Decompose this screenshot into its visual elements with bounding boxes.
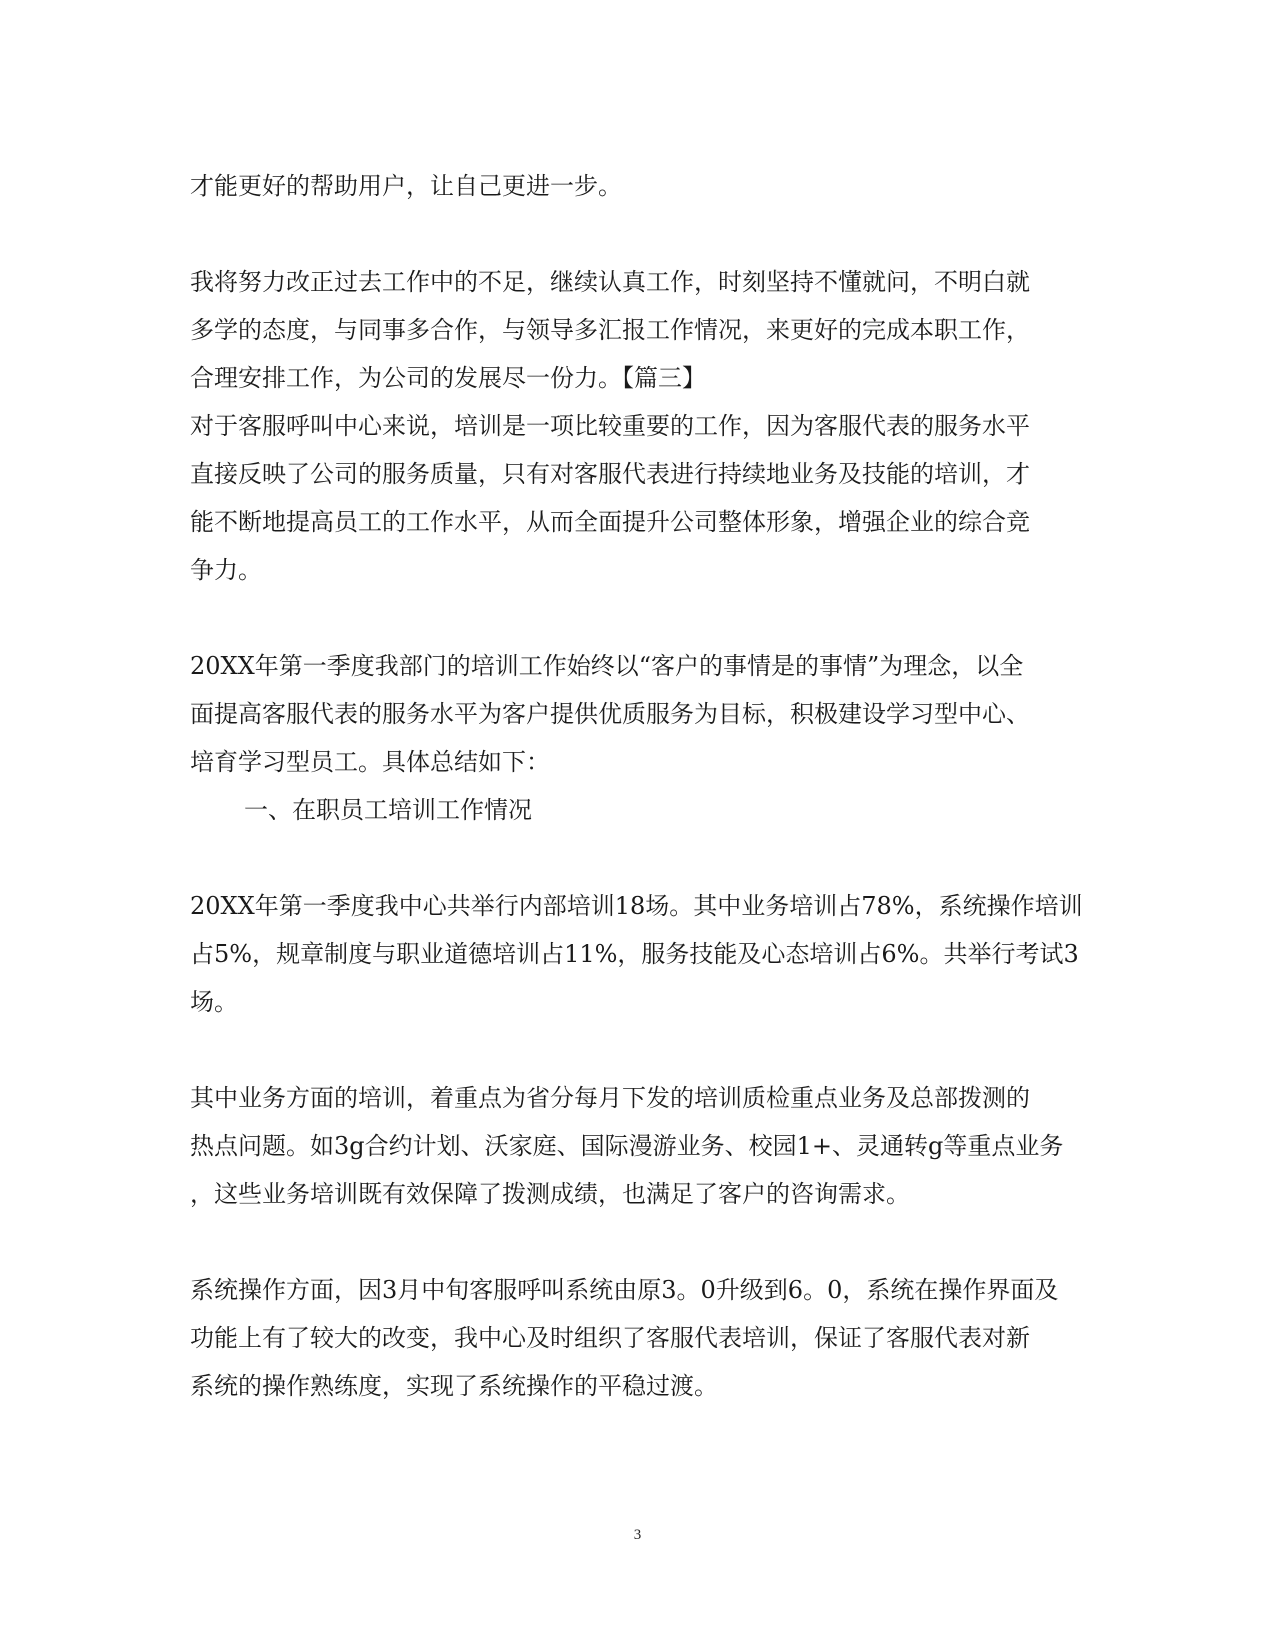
text-line: 能不断地提高员工的工作水平，从而全面提升公司整体形象，增强企业的综合竞 <box>190 508 1030 536</box>
text-line: 才能更好的帮助用户，让自己更进一步。 <box>190 172 622 200</box>
text-line: 直接反映了公司的服务质量，只有对客服代表进行持续地业务及技能的培训，才 <box>190 460 1030 488</box>
text-line: 面提高客服代表的服务水平为客户提供优质服务为目标，积极建设学习型中心、 <box>190 700 1030 728</box>
text-line: 系统操作方面，因3月中旬客服呼叫系统由原3。0升级到6。0，系统在操作界面及 <box>190 1276 1059 1304</box>
text-line: ，这些业务培训既有效保障了拨测成绩，也满足了客户的咨询需求。 <box>190 1180 910 1208</box>
paragraph-2 <box>190 258 1090 594</box>
text-line: 培育学习型员工。具体总结如下： <box>190 748 550 776</box>
text-line: 20XX年第一季度我部门的培训工作始终以“客户的事情是的事情”为理念，以全 <box>190 652 1024 680</box>
text-line: 功能上有了较大的改变，我中心及时组织了客服代表培训，保证了客服代表对新 <box>190 1324 1030 1352</box>
paragraph-5 <box>190 1074 1090 1218</box>
section-heading <box>190 786 1090 834</box>
text-line: 20XX年第一季度我中心共举行内部培训18场。其中业务培训占78%，系统操作培训 <box>190 892 1083 920</box>
text-line: 争力。 <box>190 556 262 584</box>
text-line: 我将努力改正过去工作中的不足，继续认真工作，时刻坚持不懂就问，不明白就 <box>190 268 1030 296</box>
text-line: 占5%，规章制度与职业道德培训占11%，服务技能及心态培训占6%。共举行考试3 <box>190 940 1079 968</box>
text-line: 合理安排工作，为公司的发展尽一份力。【篇三】 <box>190 364 706 392</box>
document-body <box>190 162 1090 1410</box>
text-line: 系统的操作熟练度，实现了系统操作的平稳过渡。 <box>190 1372 718 1400</box>
paragraph-4 <box>190 882 1090 1026</box>
text-line: 场。 <box>190 988 238 1016</box>
text-line: 其中业务方面的培训，着重点为省分每月下发的培训质检重点业务及总部拨测的 <box>190 1084 1030 1112</box>
page-number: 3 <box>633 1527 642 1543</box>
text-line: 对于客服呼叫中心来说，培训是一项比较重要的工作，因为客服代表的服务水平 <box>190 412 1030 440</box>
text-line: 热点问题。如3g合约计划、沃家庭、国际漫游业务、校园1+、灵通转g等重点业务 <box>190 1132 1064 1160</box>
paragraph-1 <box>190 162 1090 210</box>
paragraph-3 <box>190 642 1090 786</box>
section-heading-text: 一、在职员工培训工作情况 <box>244 796 532 824</box>
text-line: 多学的态度，与同事多合作，与领导多汇报工作情况，来更好的完成本职工作， <box>190 316 1030 344</box>
paragraph-6 <box>190 1266 1090 1410</box>
